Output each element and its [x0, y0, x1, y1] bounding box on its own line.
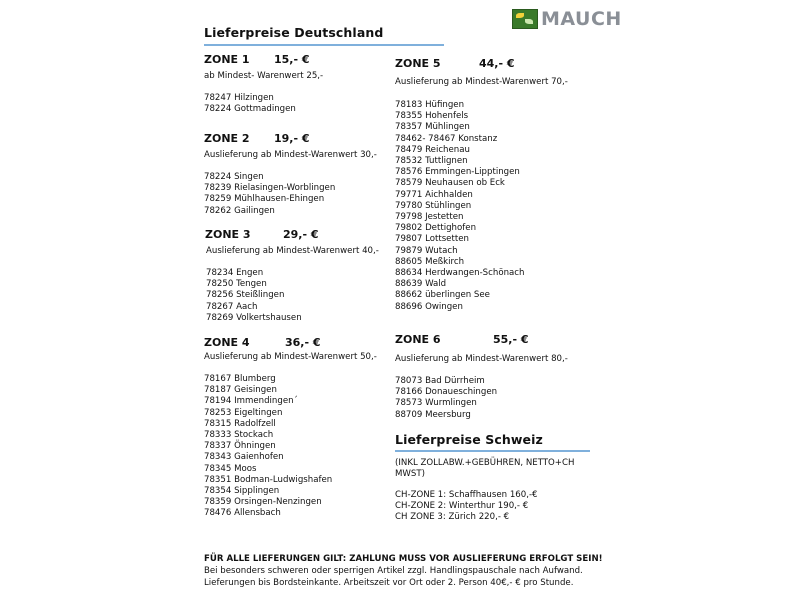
list-item: 78357 Mühlingen	[395, 122, 470, 133]
header-schweiz-rule	[395, 450, 590, 452]
zone-4-name: ZONE 4	[204, 336, 250, 349]
ch-zones	[395, 490, 538, 524]
zone-6-price: 55,- €	[493, 333, 529, 346]
list-item: 79798 Jestetten	[395, 212, 464, 223]
list-item: 79802 Dettighofen	[395, 223, 477, 234]
list-item: 78269 Volkertshausen	[206, 312, 302, 323]
zone-4-min: Auslieferung ab Mindest-Warenwert 50,-	[204, 352, 377, 362]
list-item: 79780 Stühlingen	[395, 200, 472, 211]
list-item: 78239 Rielasingen-Worblingen	[204, 183, 336, 194]
zone-5-name: ZONE 5	[395, 57, 441, 70]
list-item: 78576 Emmingen-Lipptingen	[395, 167, 520, 178]
header-deutschland-rule	[204, 44, 444, 46]
list-item: 78166 Donaueschingen	[395, 387, 498, 398]
list-item: 78462- 78467 Konstanz	[395, 133, 498, 144]
list-item: 78247 Hilzingen	[204, 93, 274, 103]
list-item: 88639 Wald	[395, 279, 447, 290]
list-item: 78194 Immendingen´	[204, 396, 298, 407]
footer-payment-notice: FÜR ALLE LIEFERUNGEN GILT: ZAHLUNG MUSS VOR AUSLIEFERUNG ERFOLGT SEIN!	[204, 554, 603, 564]
footer-delivery-note: Lieferungen bis Bordsteinkante. Arbeitszeit vor Ort oder 2. Person 40€,- € pro Stunde.	[204, 578, 574, 588]
list-item: CH-ZONE 2: Winterthur 190,- €	[395, 501, 529, 512]
list-item: 78234 Engen	[206, 268, 264, 278]
list-item: 78187 Geisingen	[204, 385, 277, 396]
list-item: 78351 Bodman-Ludwigshafen	[204, 474, 333, 485]
zone-5-min: Auslieferung ab Mindest-Warenwert 70,-	[395, 77, 568, 87]
zone-5-places	[395, 100, 524, 313]
list-item: 78073 Bad Dürrheim	[395, 376, 485, 386]
mauch-logo	[512, 8, 622, 30]
list-item: 78315 Radolfzell	[204, 418, 276, 429]
list-item: 79807 Lottsetten	[395, 234, 469, 245]
zone-3-places	[206, 268, 302, 324]
zone-1-price: 15,- €	[274, 53, 310, 66]
list-item: 78253 Eigeltingen	[204, 407, 283, 418]
list-item: 78345 Moos	[204, 463, 257, 474]
zone-3-min: Auslieferung ab Mindest-Warenwert 40,-	[206, 246, 379, 256]
zone-6-min: Auslieferung ab Mindest-Warenwert 80,-	[395, 354, 568, 364]
list-item: 78262 Gailingen	[204, 205, 275, 216]
list-item: 78579 Neuhausen ob Eck	[395, 178, 505, 189]
list-item: 78224 Gottmadingen	[204, 104, 296, 115]
zone-2-name: ZONE 2	[204, 132, 250, 145]
list-item: CH-ZONE 1: Schaffhausen 160,-€	[395, 490, 538, 500]
footer	[204, 553, 603, 589]
logo-text: MAUCH	[541, 8, 622, 30]
list-item: 79879 Wutach	[395, 245, 458, 256]
list-item: 78532 Tuttlignen	[395, 156, 468, 167]
list-item: 78479 Reichenau	[395, 144, 470, 155]
zone-3-name: ZONE 3	[205, 228, 251, 241]
list-item: 78183 Hüfingen	[395, 100, 465, 110]
zone-6-places	[395, 376, 497, 421]
list-item: 78259 Mühlhausen-Ehingen	[204, 194, 325, 205]
list-item: 78476 Allensbach	[204, 508, 281, 519]
list-item: 78337 Öhningen	[204, 441, 276, 452]
zone-6-name: ZONE 6	[395, 333, 441, 346]
list-item: CH ZONE 3: Zürich 220,- €	[395, 512, 510, 523]
zone-5-price: 44,- €	[479, 57, 515, 70]
list-item: 88709 Meersburg	[395, 409, 471, 420]
zone-2-min: Auslieferung ab Mindest-Warenwert 30,-	[204, 150, 377, 160]
zone-3-price: 29,- €	[283, 228, 319, 241]
list-item: 88634 Herdwangen-Schönach	[395, 268, 525, 279]
list-item: 78256 Steißlingen	[206, 290, 285, 301]
zone-2-price: 19,- €	[274, 132, 310, 145]
zone-1-name: ZONE 1	[204, 53, 250, 66]
leaf-logo-icon	[512, 9, 538, 29]
list-item: 78267 Aach	[206, 301, 258, 312]
zone-1-places	[204, 93, 296, 115]
list-item: 78343 Gaienhofen	[204, 452, 284, 463]
list-item: 78333 Stockach	[204, 430, 274, 441]
list-item: 78250 Tengen	[206, 279, 267, 290]
list-item: 88696 Owingen	[395, 301, 463, 312]
ch-note-line-2: MWST)	[395, 469, 425, 479]
footer-handling-note: Bei besonders schweren oder sperrigen Artikel zzgl. Handlingspauschale nach Aufwand.	[204, 566, 583, 576]
header-schweiz: Lieferpreise Schweiz	[395, 432, 543, 447]
list-item: 78573 Wurmlingen	[395, 398, 477, 409]
zone-4-price: 36,- €	[285, 336, 321, 349]
list-item: 79771 Aichhalden	[395, 189, 473, 200]
zone-2-places	[204, 172, 335, 217]
list-item: 78359 Orsingen-Nenzingen	[204, 497, 322, 508]
list-item: 88662 überlingen See	[395, 290, 490, 301]
list-item: 78167 Blumberg	[204, 374, 276, 384]
ch-note-line-1: (INKL ZOLLABW.+GEBÜHREN, NETTO+CH	[395, 458, 575, 468]
zone-4-places	[204, 374, 332, 520]
header-deutschland: Lieferpreise Deutschland	[204, 25, 384, 40]
list-item: 78355 Hohenfels	[395, 111, 469, 122]
list-item: 78354 Sipplingen	[204, 486, 280, 497]
list-item: 88605 Meßkirch	[395, 256, 465, 267]
zone-1-min: ab Mindest- Warenwert 25,-	[204, 71, 324, 81]
list-item: 78224 Singen	[204, 172, 264, 182]
